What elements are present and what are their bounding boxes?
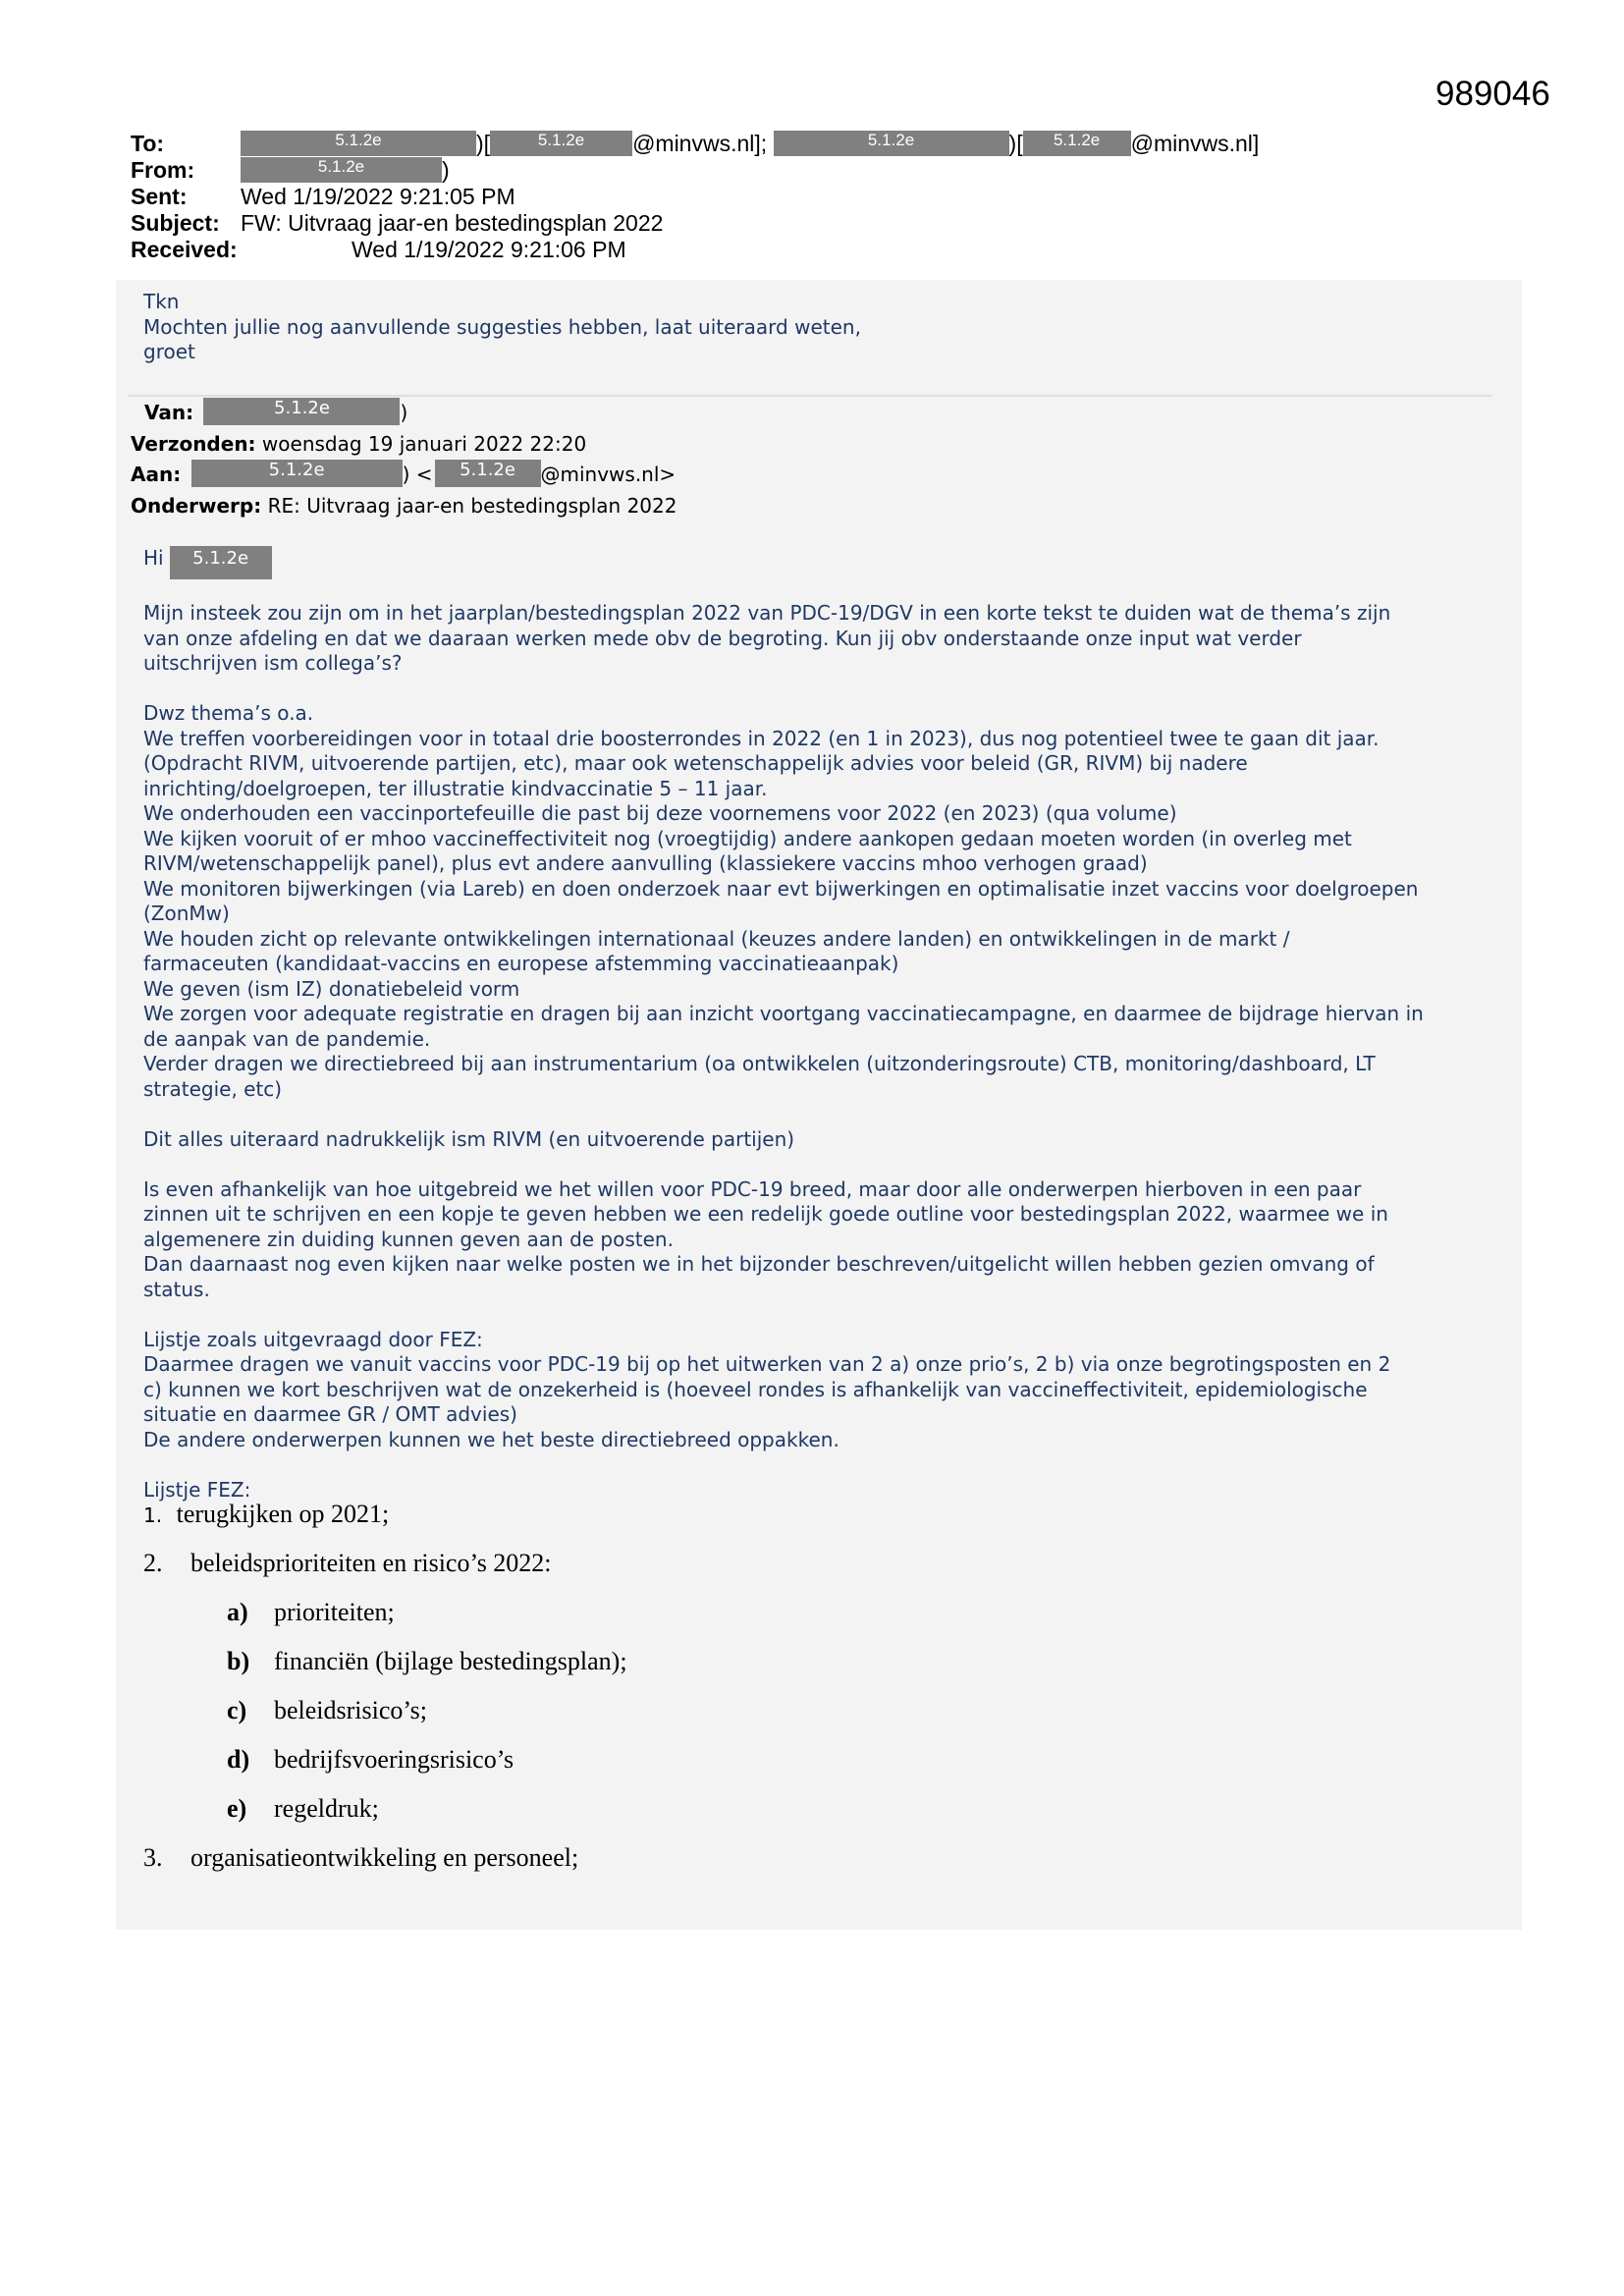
body-line: de aanpak van de pandemie. — [143, 1026, 431, 1051]
forwarded-header — [131, 398, 677, 521]
greeting-text: Hi — [143, 546, 164, 570]
body-line: strategie, etc) — [143, 1076, 283, 1101]
body-line: Dan daarnaast nog even kijken naar welke posten we in het bijzonder beschreven/uitgelicht willen hebben gezien omvang of — [143, 1252, 1375, 1276]
body-line: We houden zicht op relevante ontwikkelingen internationaal (keuzes andere landen) en ontwikkelingen in de markt / — [143, 926, 1290, 951]
body-line: zinnen uit te schrijven en een kopje te geven hebben we een redelijk goede outline voor bestedingsplan 2022, waarmee we in — [143, 1202, 1388, 1226]
to-label: To: — [131, 131, 165, 156]
body-line: uitschrijven ism collega’s? — [143, 651, 403, 675]
body-line: Verder dragen we directiebreed bij aan instrumentarium (oa ontwikkelen (uitzonderingsroute) CTB, monitoring/dashboard, LT — [143, 1052, 1376, 1075]
redaction-box: 5.1.2e — [203, 398, 400, 425]
body-line: Is even afhankelijk van hoe uitgebreid we het willen voor PDC-19 breed, maar door alle onderwerpen hierboven in een paar — [143, 1176, 1362, 1201]
divider — [128, 395, 1492, 397]
blank-line — [143, 1302, 1503, 1328]
onderwerp-value: RE: Uitvraag jaar-en bestedingsplan 2022 — [267, 493, 677, 518]
fez-subitem-text: beleidsrisico’s; — [274, 1696, 427, 1724]
body-line: status. — [143, 1277, 210, 1301]
fez-item-text: beleidsprioriteiten en risico’s 2022: — [190, 1549, 552, 1577]
body-line: De andere onderwerpen kunnen we het beste directiebreed oppakken. — [143, 1427, 839, 1451]
document-number: 989046 — [1435, 75, 1550, 113]
intro-line: Tkn — [143, 290, 180, 313]
to-domain: @minvws.nl] — [1130, 131, 1260, 156]
fez-subitem-b — [227, 1647, 627, 1676]
fez-subitem-e — [227, 1794, 379, 1824]
fez-subitem-text: regeldruk; — [274, 1794, 379, 1823]
fez-subitem-text: prioriteiten; — [274, 1598, 395, 1626]
fez-item-number: 2. — [143, 1549, 163, 1577]
fez-subitem-d — [227, 1745, 514, 1775]
to-value — [241, 131, 1259, 157]
body-line: inrichting/doelgroepen, ter illustratie kindvaccinatie 5 – 11 jaar. — [143, 776, 768, 800]
fez-item-number: 3. — [143, 1843, 163, 1872]
intro-line: groet — [143, 340, 195, 363]
aan-separator: ) < — [402, 463, 433, 486]
body-line: situatie en daarmee GR / OMT advies) — [143, 1402, 517, 1426]
sent-value: Wed 1/19/2022 9:21:05 PM — [241, 184, 515, 209]
verzonden-label: Verzonden: — [131, 431, 256, 456]
redaction-box: 5.1.2e — [435, 460, 541, 487]
body-line: algemenere zin duiding kunnen geven aan de posten. — [143, 1227, 674, 1251]
fez-subitem-letter: d) — [227, 1745, 250, 1774]
aan-row — [131, 460, 677, 491]
body-line: van onze afdeling en dat we daaraan werken mede obv de begroting. Kun jij obv onderstaande onze input wat verder — [143, 626, 1302, 650]
van-row — [131, 398, 677, 429]
fez-item-number: 1. — [143, 1503, 163, 1527]
subject-label: Subject: — [131, 210, 220, 236]
blank-line — [143, 1152, 1503, 1177]
blank-line — [143, 1102, 1503, 1127]
from-label: From: — [131, 157, 195, 183]
intro-text — [143, 290, 1498, 365]
body-line: Lijstje zoals uitgevraagd door FEZ: — [143, 1327, 483, 1351]
received-label: Received: — [131, 237, 238, 262]
fez-item-2 — [143, 1549, 552, 1578]
subject-value: FW: Uitvraag jaar-en bestedingsplan 2022 — [241, 210, 664, 236]
fez-subitem-letter: a) — [227, 1598, 248, 1626]
body-line: We monitoren bijwerkingen (via Lareb) en doen onderzoek naar evt bijwerkingen en optimalisatie inzet vaccins voor doelgroepen — [143, 876, 1419, 901]
body-line: We zorgen voor adequate registratie en dragen bij aan inzicht voortgang vaccinatiecampagne, en daarmee de bijdrage hiervan in — [143, 1002, 1424, 1025]
message-text — [143, 601, 1503, 1503]
fez-subitem-text: financiën (bijlage bestedingsplan); — [274, 1647, 627, 1675]
fez-subitem-c — [227, 1696, 427, 1725]
redaction-box: 5.1.2e — [490, 131, 632, 156]
sent-label: Sent: — [131, 184, 188, 209]
redaction-box: 5.1.2e — [191, 460, 403, 487]
fez-subitem-a — [227, 1598, 395, 1627]
onderwerp-row — [131, 491, 677, 522]
body-line: RIVM/wetenschappelijk panel), plus evt andere aanvulling (klassiekere vaccins mhoo verhogen graad) — [143, 851, 1148, 875]
body-line: We geven (ism IZ) donatiebeleid vorm — [143, 976, 520, 1001]
redaction-box: 5.1.2e — [170, 546, 272, 579]
body-line: Dwz thema’s o.a. — [143, 701, 314, 725]
redaction-box: 5.1.2e — [241, 157, 442, 183]
from-close: ) — [442, 157, 450, 183]
onderwerp-label: Onderwerp: — [131, 493, 262, 518]
body-line: Daarmee dragen we vanuit vaccins voor PDC-19 bij op het uitwerken van 2 a) onze prio’s, 2 b) via onze begrotingsposten en 2 — [143, 1352, 1391, 1376]
redaction-box: 5.1.2e — [241, 131, 476, 156]
fez-item-3 — [143, 1843, 578, 1873]
fez-subitem-text: bedrijfsvoeringsrisico’s — [274, 1745, 514, 1774]
greeting — [143, 546, 272, 579]
fez-subitem-letter: c) — [227, 1696, 247, 1724]
received-value: Wed 1/19/2022 9:21:06 PM — [352, 237, 626, 262]
blank-line — [143, 677, 1503, 702]
fez-item-1 — [143, 1500, 389, 1529]
verzonden-row — [131, 429, 677, 461]
body-line: We onderhouden een vaccinportefeuille die past bij deze voornemens voor 2022 (en 2023) (qua volume) — [143, 801, 1177, 825]
aan-domain: @minvws.nl> — [540, 463, 677, 486]
body-line: Lijstje FEZ: — [143, 1477, 251, 1502]
body-line: (ZonMw) — [143, 902, 230, 925]
to-separator: )[ — [476, 131, 491, 156]
fez-subitem-letter: e) — [227, 1794, 247, 1823]
redaction-box: 5.1.2e — [774, 131, 1009, 156]
from-value — [241, 157, 450, 184]
van-label: Van: — [144, 401, 194, 424]
intro-line: Mochten jullie nog aanvullende suggesties hebben, laat uiteraard weten, — [143, 314, 861, 339]
body-line: Mijn insteek zou zijn om in het jaarplan/bestedingsplan 2022 van PDC-19/DGV in een korte tekst te duiden wat de thema’s zijn — [143, 601, 1391, 625]
body-line: We kijken vooruit of er mhoo vaccineffectiviteit nog (vroegtijdig) andere aankopen gedaan moeten worden (in overleg met — [143, 826, 1352, 850]
to-separator: )[ — [1008, 131, 1023, 156]
redaction-box: 5.1.2e — [1023, 131, 1131, 156]
fez-item-text: terugkijken op 2021; — [176, 1500, 390, 1528]
verzonden-value: woensdag 19 januari 2022 22:20 — [261, 431, 587, 456]
fez-item-text: organisatieontwikkeling en personeel; — [190, 1843, 579, 1872]
to-domain: @minvws.nl]; — [632, 131, 768, 156]
van-close: ) — [400, 401, 408, 424]
body-line: Dit alles uiteraard nadrukkelijk ism RIVM (en uitvoerende partijen) — [143, 1126, 795, 1151]
body-line: farmaceuten (kandidaat-vaccins en europese afstemming vaccinatieaanpak) — [143, 952, 899, 975]
fez-subitem-letter: b) — [227, 1647, 250, 1675]
body-line: We treffen voorbereidingen voor in totaal drie boosterrondes in 2022 (en 1 in 2023), dus nog potentieel twee te gaan dit jaar. — [143, 726, 1380, 750]
body-line: (Opdracht RIVM, uitvoerende partijen, etc), maar ook wetenschappelijk advies voor beleid (GR, RIVM) bij nadere — [143, 751, 1248, 775]
blank-line — [143, 1452, 1503, 1478]
body-line: c) kunnen we kort beschrijven wat de onzekerheid is (hoeveel rondes is afhankelijk van vaccineffectiviteit, epidemiologische — [143, 1377, 1368, 1401]
aan-label: Aan: — [131, 463, 182, 486]
